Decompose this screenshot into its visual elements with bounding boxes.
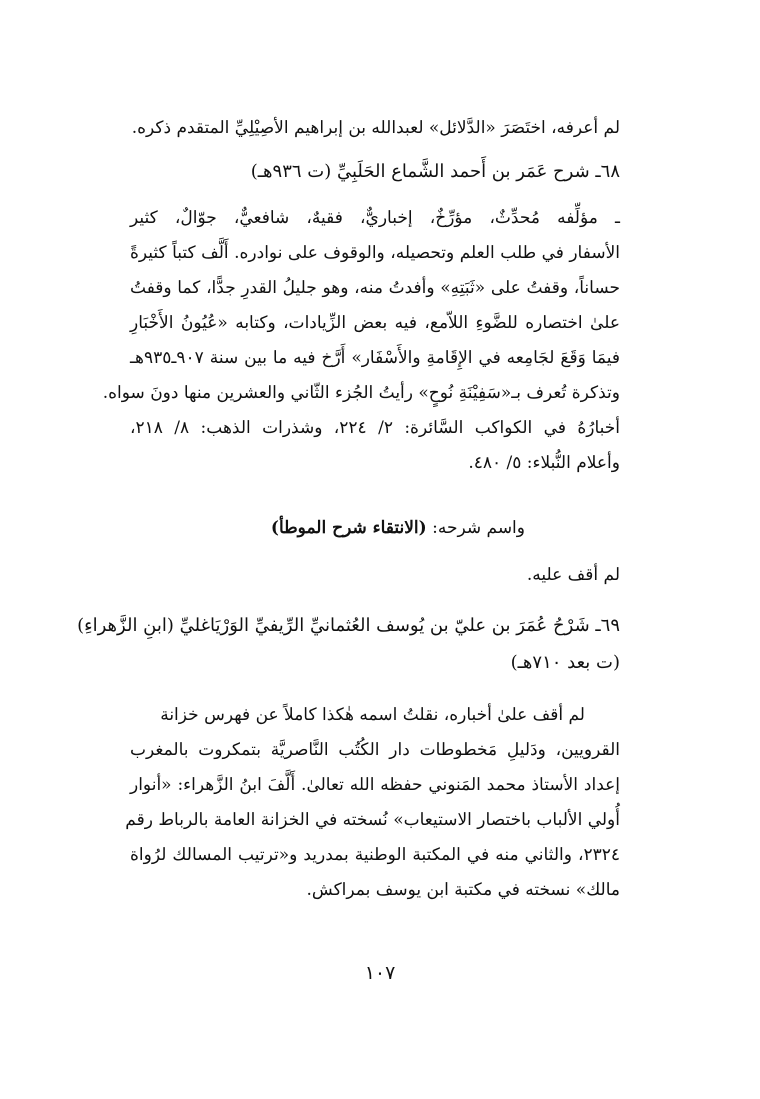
commentary-title: (الانتقاء شرح الموطأ) xyxy=(270,518,427,538)
page-number: ١٠٧ xyxy=(364,962,396,984)
entry-68-heading: ٦٨ـ شرح عَمَر بن أَحمد الشَّماع الحَلَبِيِّ (ت ٩٣٦هـ) xyxy=(250,161,620,182)
text-line: لم أقف عليه. xyxy=(526,565,620,585)
text-line: لم أعرفه، اختَصَرَ «الدَّلائل» لعبدالله بن إبراهيم الأصِيْلِيِّ المتقدم ذكره. xyxy=(131,118,620,138)
text-line: لم أقف علىٰ أخباره، نقلتُ اسمه هٰكذا كاملاً عن فهرس خزانة xyxy=(160,705,585,725)
text-line: أُولي الألباب باختصار الاستيعاب» نُسخته في الخزانة العامة بالرباط رقم xyxy=(125,810,620,830)
entry-69-heading: ٦٩ـ شَرْحُ عُمَرَ بن عليّ بن يُوسف العُثمانيِّ الرِّيفيِّ الوَرْيَاغليِّ (ابنِ الزَّهراءِ) xyxy=(77,615,620,636)
entry-69-date: (ت بعد ٧١٠هـ) xyxy=(510,652,620,673)
text-line: أخبارُهُ في الكواكب السَّائرة: ٢/ ٢٢٤، وشذرات الذهب: ٨/ ٢١٨، xyxy=(130,418,620,438)
text-line: وتذكرة تُعرف بـ«سَفِيْنَةِ نُوحٍ» رأيتُ الجُزء الثّاني والعشرين منها دونَ سواه. xyxy=(102,383,620,403)
text-line: فيمَا وَقَعَ لجَامِعه في الإِقَامةِ والأَسْفَار» أَرَّخ فيه ما بين سنة ٩٠٧ـ٩٣٥هـ xyxy=(130,348,620,368)
text-line: وأعلام النُّبلاء: ٥/ ٤٨٠. xyxy=(468,453,620,473)
commentary-name xyxy=(271,513,525,543)
text-line: حساناً، وقفتُ على «ثَبَتِهِ» وأفدتُ منه، وهو جليلُ القدرِ جدًّا، كما وقفتُ xyxy=(130,278,620,298)
text-line: إعداد الأستاذ محمد المَنوني حفظه الله تعالىٰ. أَلَّفَ ابنُ الزَّهراء: «أنوار xyxy=(130,775,620,795)
text-line: القرويين، ودَليلِ مَخطوطات دار الكُتُب النَّاصريَّة بتمكروت بالمغرب xyxy=(130,740,620,760)
text-line: مالك» نسخته في مكتبة ابن يوسف بمراكش. xyxy=(306,880,620,900)
commentary-label: واسم شرحه: xyxy=(426,518,525,538)
text-line: ٢٣٢٤، والثاني منه في المكتبة الوطنية بمدريد و«ترتيب المسالك لرُواة xyxy=(130,845,620,865)
text-line: علىٰ اختصاره للضَّوءِ اللاّمع، فيه بعض الزِّيادات، وكتابه «عُيُونُ الأَخْبَارِ xyxy=(130,313,620,333)
text-line: الأسفار في طلب العلم وتحصيله، والوقوف على نوادره. أَلَّف كتباً كثيرةً xyxy=(130,243,620,263)
text-line: ـ مؤلِّفه مُحدِّثٌ، مؤرِّخٌ، إخباريٌّ، فقيهٌ، شافعيٌّ، جوّالٌ، كثير xyxy=(130,208,620,228)
